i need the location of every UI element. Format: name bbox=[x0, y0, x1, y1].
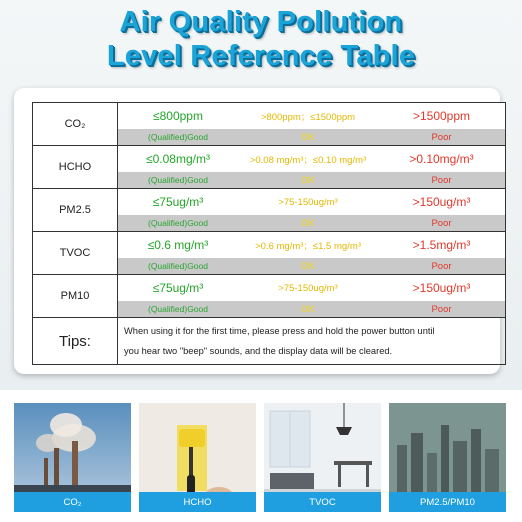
good-threshold: ≤0.08mg/m³ bbox=[146, 152, 210, 166]
photo-pm bbox=[389, 403, 506, 512]
table-row-co2 bbox=[33, 103, 505, 146]
reference-table bbox=[32, 102, 506, 365]
table-row-pm25 bbox=[33, 189, 505, 232]
good-label: (Qualified)Good bbox=[147, 304, 208, 314]
poor-threshold: >1500ppm bbox=[412, 109, 471, 123]
pollutant-label: PM10 bbox=[33, 275, 118, 317]
page-title-line1: Air Quality Pollution bbox=[119, 6, 403, 38]
moderate-threshold: >0.08 mg/m³；≤0.10 mg/m³ bbox=[249, 155, 367, 166]
row-values bbox=[118, 275, 505, 317]
row-values bbox=[118, 146, 505, 188]
poor-label: Poor bbox=[431, 131, 452, 143]
good-threshold: ≤800ppm bbox=[153, 109, 203, 123]
poor-threshold: >150ug/m³ bbox=[412, 195, 471, 209]
level-labels bbox=[118, 215, 505, 231]
photo-caption: PM2.5/PM10 bbox=[389, 492, 506, 512]
ok-label: OK bbox=[301, 260, 315, 272]
photo-hcho bbox=[139, 403, 256, 512]
poor-threshold: >150ug/m³ bbox=[412, 281, 471, 295]
ok-label: OK bbox=[301, 303, 315, 315]
threshold-values bbox=[118, 275, 505, 301]
reference-table-card bbox=[14, 88, 500, 374]
ok-label: OK bbox=[301, 217, 315, 229]
pollutant-label: PM2.5 bbox=[33, 189, 118, 231]
moderate-threshold: >75-150ug/m³ bbox=[278, 282, 338, 294]
tips-text bbox=[118, 318, 505, 364]
poor-threshold: >1.5mg/m³ bbox=[412, 238, 471, 252]
moderate-threshold: >800ppm；≤1500ppm bbox=[260, 112, 356, 123]
threshold-values bbox=[118, 103, 505, 129]
level-labels bbox=[118, 301, 505, 317]
tips-line-1: When using it for the first time, please press and hold the power button until bbox=[124, 326, 435, 336]
good-label: (Qualified)Good bbox=[147, 132, 208, 142]
ok-label: OK bbox=[301, 174, 315, 186]
page-title-line2: Level Reference Table bbox=[106, 40, 416, 72]
pollutant-label: CO₂ bbox=[33, 103, 118, 145]
good-label: (Qualified)Good bbox=[147, 261, 208, 271]
table-row-pm10 bbox=[33, 275, 505, 318]
moderate-threshold: >0.6 mg/m³；≤1.5 mg/m³ bbox=[255, 241, 361, 252]
good-threshold: ≤0.6 mg/m³ bbox=[147, 238, 209, 252]
row-values bbox=[118, 189, 505, 231]
photo-caption: TVOC bbox=[264, 492, 381, 512]
photo-caption: HCHO bbox=[139, 492, 256, 512]
good-label: (Qualified)Good bbox=[147, 175, 208, 185]
table-row-tvoc bbox=[33, 232, 505, 275]
good-threshold: ≤75ug/m³ bbox=[152, 281, 204, 295]
row-values bbox=[118, 103, 505, 145]
moderate-threshold: >75-150ug/m³ bbox=[278, 196, 338, 208]
level-labels bbox=[118, 172, 505, 188]
photo-co2 bbox=[14, 403, 131, 512]
threshold-values bbox=[118, 189, 505, 215]
pollutant-label: TVOC bbox=[33, 232, 118, 274]
poor-label: Poor bbox=[431, 217, 452, 229]
table-row-hcho bbox=[33, 146, 505, 189]
row-values bbox=[118, 232, 505, 274]
good-label: (Qualified)Good bbox=[147, 218, 208, 228]
poor-label: Poor bbox=[431, 303, 452, 315]
tips-line-2: you hear two "beep" sounds, and the display data will be cleared. bbox=[124, 346, 393, 356]
good-threshold: ≤75ug/m³ bbox=[152, 195, 204, 209]
pollution-source-photos bbox=[14, 403, 506, 512]
tips-row bbox=[33, 318, 505, 364]
poor-threshold: >0.10mg/m³ bbox=[409, 152, 474, 166]
level-labels bbox=[118, 258, 505, 274]
level-labels bbox=[118, 129, 505, 145]
photo-caption: CO₂ bbox=[14, 492, 131, 512]
tips-label: Tips: bbox=[33, 318, 118, 364]
poor-label: Poor bbox=[431, 260, 452, 272]
photo-tvoc bbox=[264, 403, 381, 512]
threshold-values bbox=[118, 146, 505, 172]
poor-label: Poor bbox=[431, 174, 452, 186]
pollutant-label: HCHO bbox=[33, 146, 118, 188]
threshold-values bbox=[118, 232, 505, 258]
ok-label: OK bbox=[301, 131, 315, 143]
